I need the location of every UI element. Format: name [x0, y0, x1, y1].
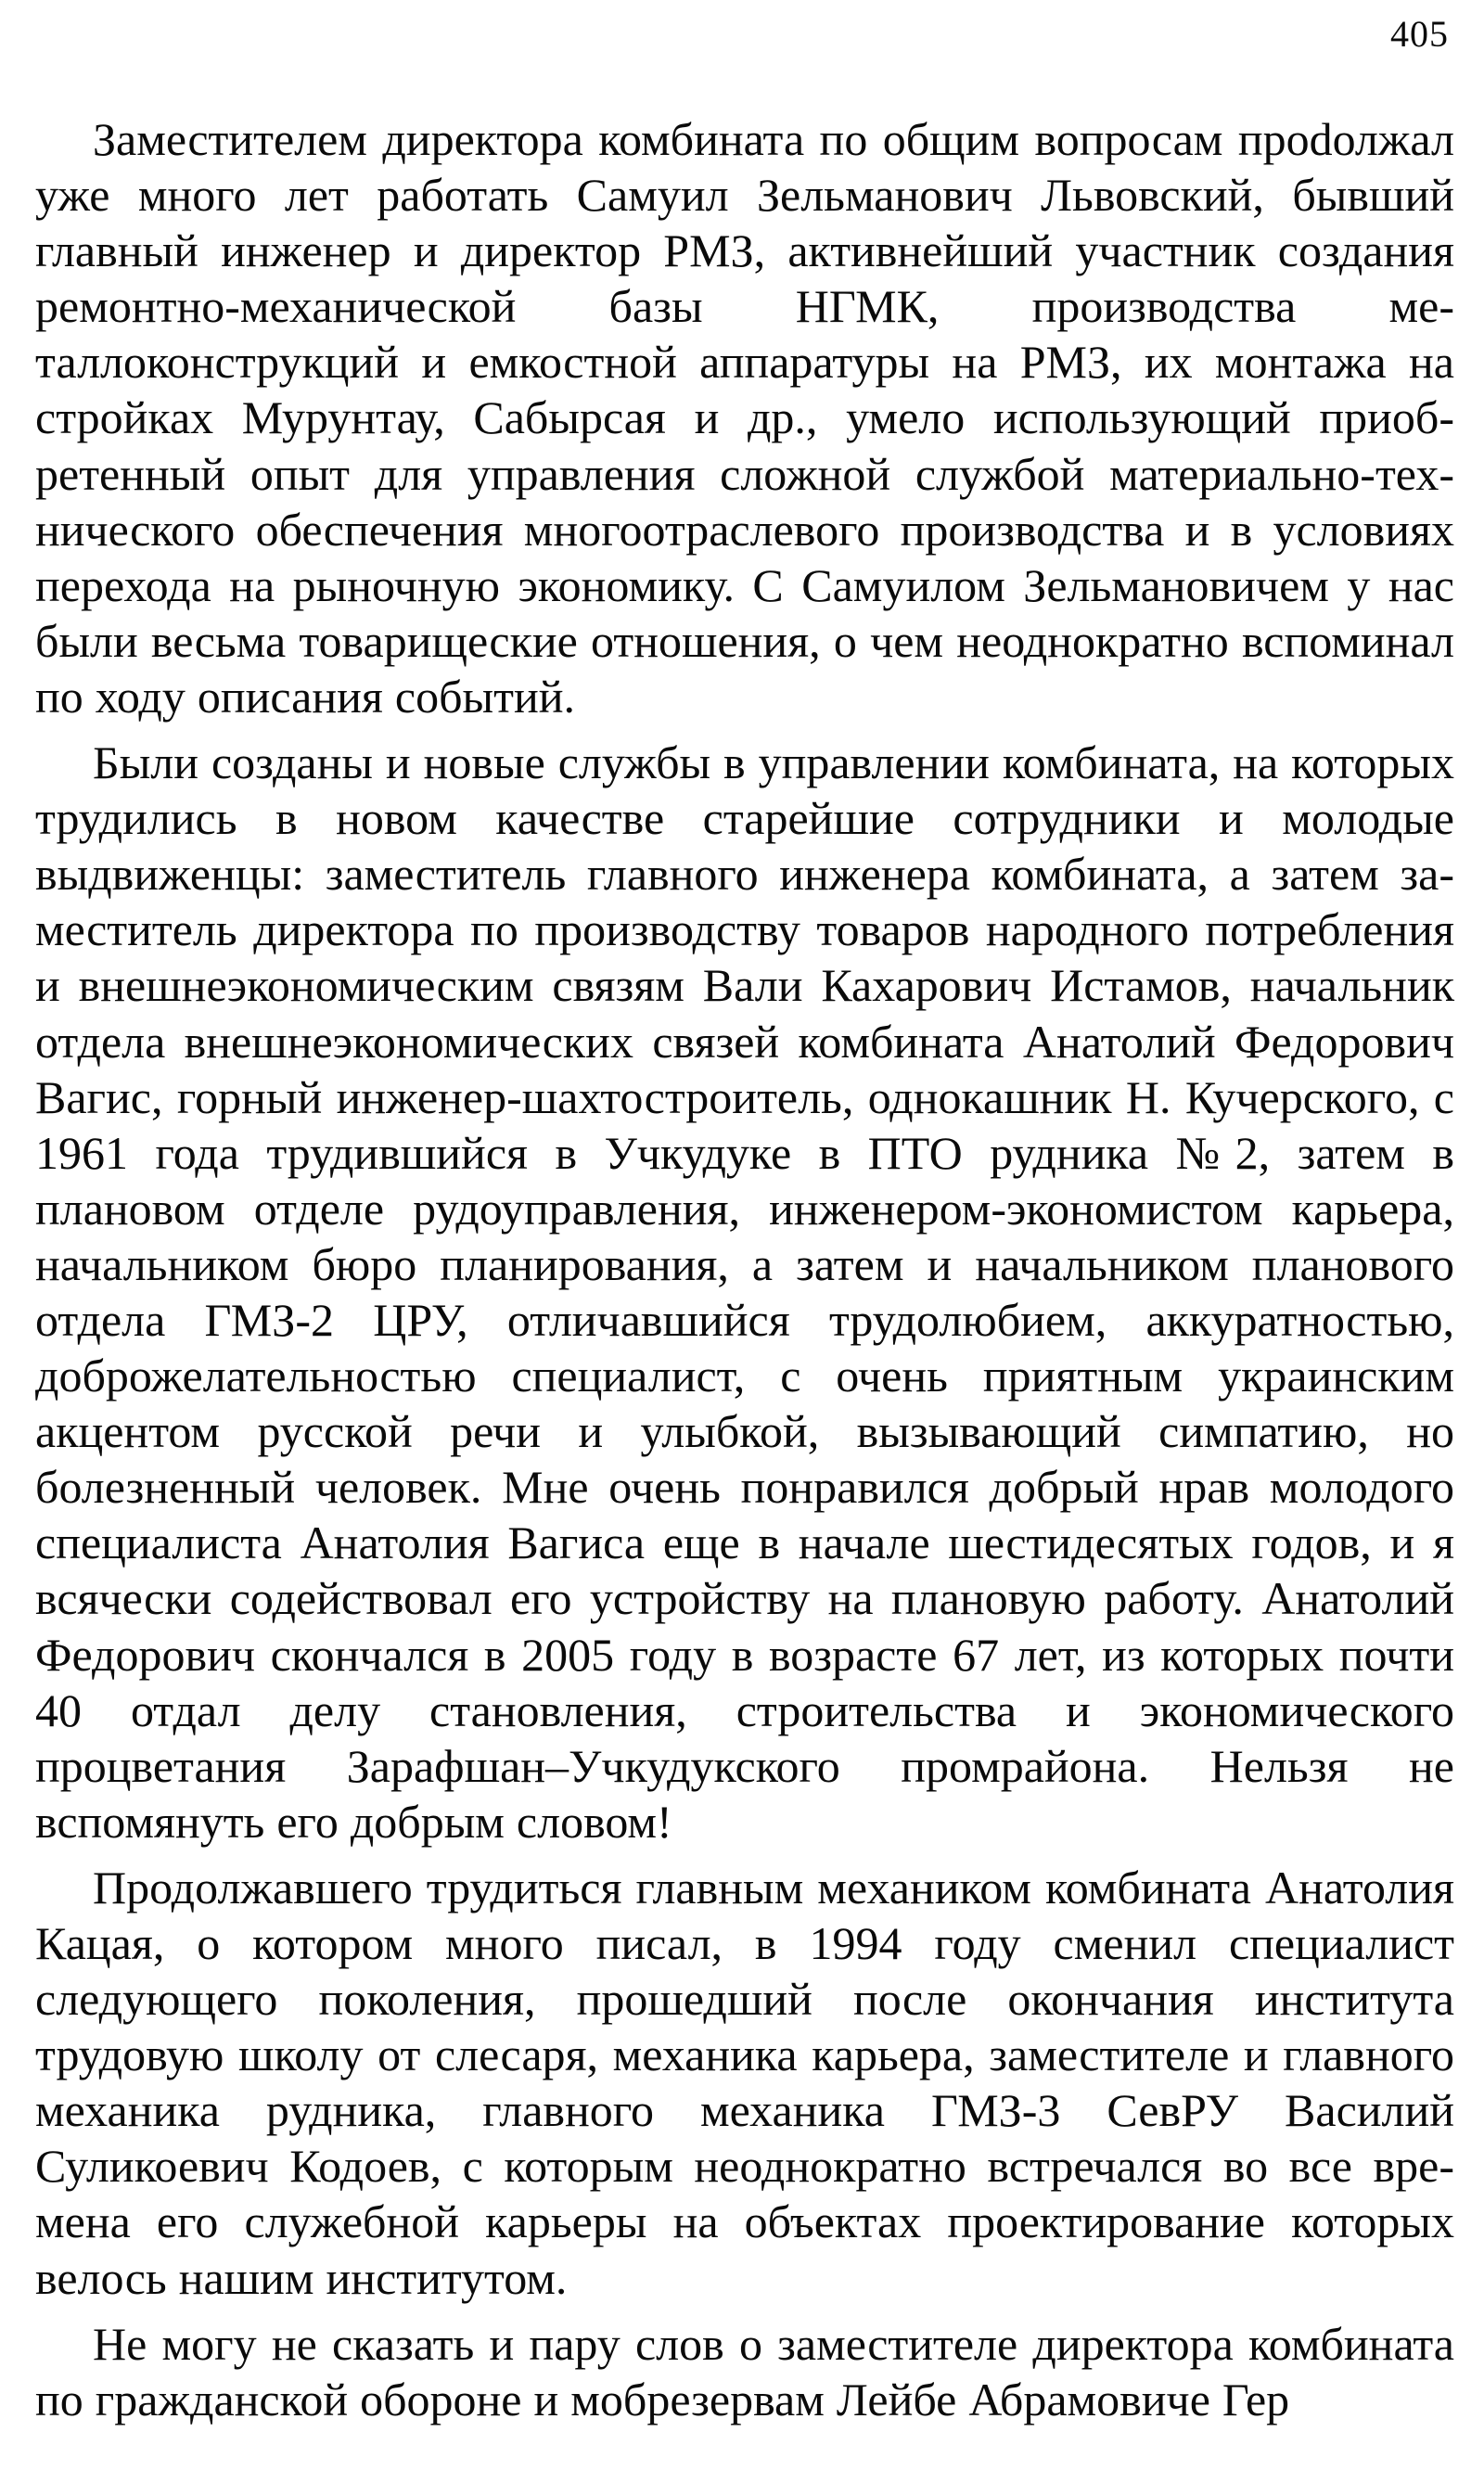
paragraph-3: Продолжавшего трудиться главным механиком комбината Анатолия Кацая, о котором много писал, в 1994 году сменил специалист следующего поколения, прошедший после окончания института трудовую школу от слесаря, механика карьера, заместителе и главного механика рудника, главного механика ГМЗ-3 СевРУ Василий Суликоевич Кодоев, с которым неоднократно встречался во все времена его служебной карьеры на объектах проектирование которых велось нашим институтом. [35, 1861, 1454, 2304]
paragraph-4: Не могу не сказать и пару слов о заместителе директора комбината по гражданской обороне и мобрезервам Лейбе Абрамовиче Гер [35, 2317, 1454, 2425]
paragraph-2: Были созданы и новые службы в управлении комбината, на которых трудились в новом качестве старейшие сотрудники и молодые выдвиженцы: заместитель главного инженера комбината, а затем заместитель директора по производству товаров народного потребления и внешнеэкономическим связям Вали Кахарович Истамов, начальник отдела внешнеэкономических связей комбината Анатолий Федорович Вагис, горный инженер-шахтостроитель, однокашник Н. Кучерского, с 1961 года трудившийся в Учкудуке в ПТО рудника №2, затем в плановом отделе рудоуправления, инженером-экономистом карьера, начальником бюро планирования, а затем и начальником планового отдела ГМЗ-2 ЦРУ, отличавшийся трудолюбием, аккуратностью, доброжелательностью специалист, с очень приятным украинским акцентом русской речи и улыбкой, вызывающий симпатию, но болезненный человек. Мне очень понравился добрый нрав молодого специалиста Анатолия Вагиса еще в начале шестидесятых годов, и я всячески содействовал его устройству на плановую работу. Анатолий Федорович скончался в 2005 году в возрасте 67 лет, из которых почти 40 отдал делу становления, строительства и экономического процветания Зарафшан–Учкудукского промрайона. Нельзя не вспомянуть его добрым словом! [35, 736, 1454, 1848]
paragraph-1: Заместителем директора комбината по общим вопросам проdолжал уже много лет работать Самуил Зельманович Львовский, бывший главный инженер и директор РМЗ, активнейший участник создания ремонтно-механической базы НГМК, производства металлоконструкций и емкостной аппаратуры на РМЗ, их монтажа на стройках Мурунтау, Сабырсая и др., умело использующий приобретенный опыт для управления сложной службой материально-технического обеспечения многоотраслевого производства и в условиях перехода на рыночную экономику. С Самуилом Зельмановичем у нас были весьма товарищеские отношения, о чем неоднократно вспоминал по ходу описания событий. [35, 113, 1454, 723]
body-text [35, 111, 1454, 2438]
page-number: 405 [1390, 13, 1449, 55]
